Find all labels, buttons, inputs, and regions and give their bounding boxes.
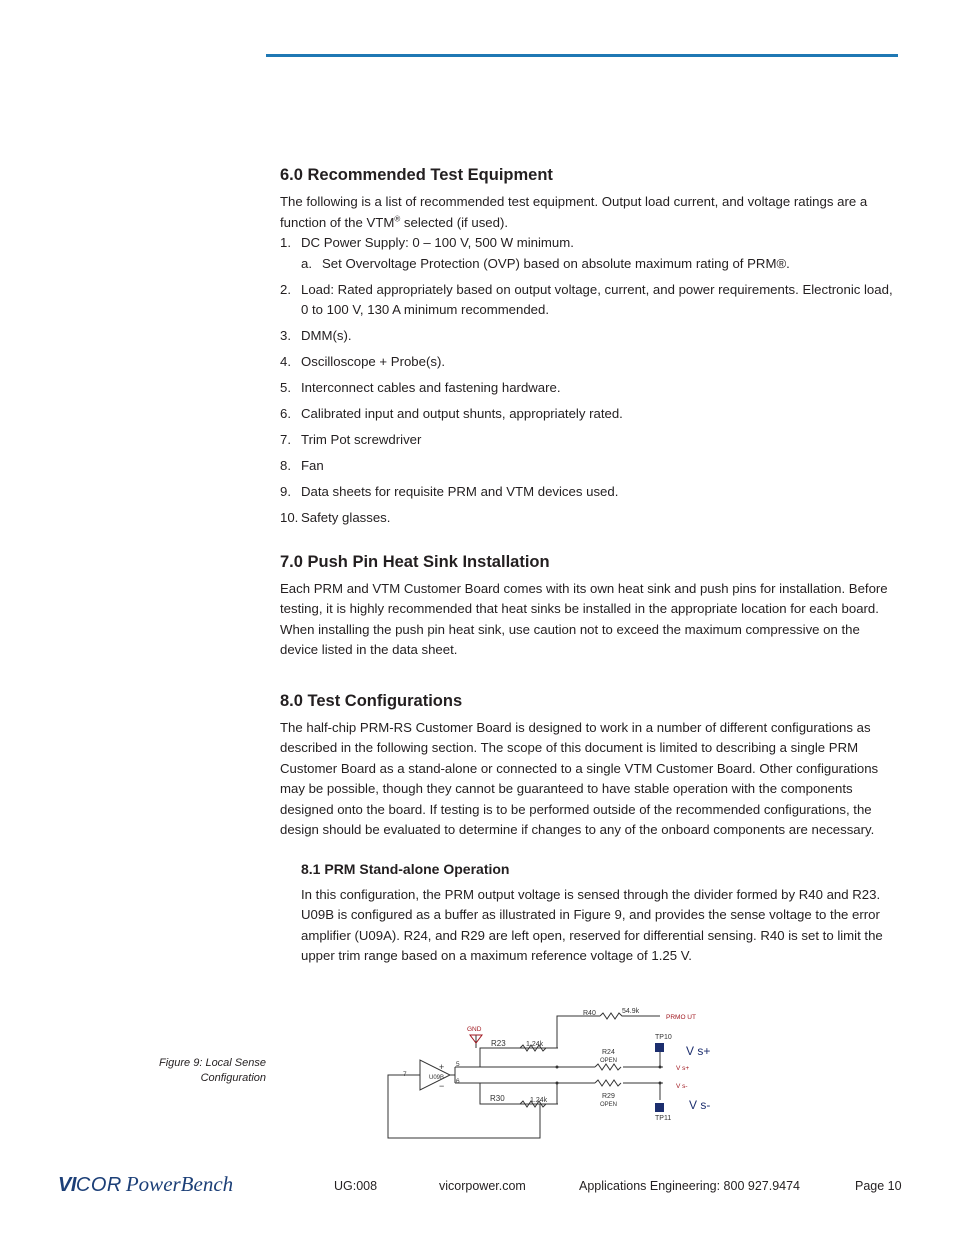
text: selected (if used). [400,214,509,230]
paragraph: In this configuration, the PRM output voltage is sensed through the divider formed by R40 and R23. U09B is configured as a buffer as illustrated in Figure 9, and provides the sense voltage to the error amplifier (U09A). R24, and R29 are left open, reserved for differential sensing. R40 is set to limit the upper trim range based on a maximum reference voltage of 1.25 V. [301,886,883,963]
label-r30: R30 [490,1094,505,1103]
list-text: DMM(s). [301,328,352,343]
label-u09b: U09B [429,1075,445,1081]
list-number: 10. [280,510,299,525]
section-8 [280,690,895,841]
label-pin6: 6 [456,1078,460,1085]
paragraph: Each PRM and VTM Customer Board comes with its own heat sink and push pins for installation. Before testing, it is highly recommended that heat sinks be installed in the appropriate location for each board. When installing the push pin heat sink, use caution not to exceed the maximum compressive on the device listed in the data sheet. [280,580,888,657]
applications-phone: Applications Engineering: 800 927.9474 [579,1179,801,1193]
vicor-powerbench-logo [58,1172,233,1197]
junction [659,1082,662,1085]
label-r24: R24 [602,1049,615,1056]
text: The following is a list of recommended test equipment. Output load current, and voltage ratings are a function of the VTM [280,194,868,230]
label-pin5: 5 [456,1061,460,1068]
list-number: 6. [280,406,291,421]
label-opamp-plus: + [439,1062,445,1072]
superscript: ® [394,214,401,224]
label-vs-plus: V s+ [676,1065,690,1072]
list-item [280,430,895,451]
logo-cor: COR [75,1174,122,1196]
resistor-r24 [595,1064,621,1070]
label-gnd: GND [467,1026,482,1033]
label-pin7: 7 [403,1071,407,1078]
list-number: a. [301,255,312,271]
page-number: Page 10 [855,1179,902,1193]
list-item [280,378,895,399]
list-text: DC Power Supply: 0 – 100 V, 500 W minimum. [301,235,574,250]
header-rule [266,54,898,57]
list-number: 5. [280,380,291,395]
label-vs-minus: V s- [676,1083,688,1090]
local-sense-schematic [380,1000,720,1150]
list-number: 9. [280,484,291,499]
label-vs-minus-large: V s- [689,1098,711,1112]
label-tp10: TP10 [655,1034,672,1041]
paragraph: The half-chip PRM-RS Customer Board is designed to work in a number of different configurations as described in the following section. The scope of this document is limited to describing a single PRM Customer Board as a stand-alone or connected to a single VTM Customer Board. Other configurations may be possible, though they cannot be guaranteed to have stable operation with the components designed onto the board. If testing is to be performed outside of the recommended configurations, the design should be evaluated to determine if changes to any of the onboard components are necessary. [280,719,879,837]
list-item [280,233,895,254]
list-item [280,352,895,373]
label-r23: R23 [491,1039,506,1048]
label-vs-plus-large: V s+ [686,1044,711,1058]
label-r30-value: 1.24k [530,1097,548,1104]
list-text: Oscilloscope + Probe(s). [301,354,446,369]
subsection-heading: 8.1 PRM Stand-alone Operation [301,860,510,877]
label-r29: R29 [602,1093,615,1100]
caption-line: Figure 9: Local Sense [158,1057,266,1069]
list-text: Calibrated input and output shunts, appropriately rated. [301,406,623,421]
list-item [280,254,895,275]
logo-vi: VI [58,1174,76,1196]
test-point-tp10 [655,1043,664,1052]
list-number: 3. [280,328,291,343]
list-number: 1. [280,235,291,250]
junction [556,1082,559,1085]
list-text: Fan [301,458,324,473]
main-content [280,164,895,967]
junction [556,1066,559,1069]
list-text: Data sheets for requisite PRM and VTM devices used. [301,484,619,499]
list-item [280,280,895,321]
list-text: Set Overvoltage Protection (OVP) based on absolute maximum rating of PRM®. [322,255,790,271]
website-link[interactable]: vicorpower.com [439,1179,526,1193]
section-6 [280,164,895,529]
label-r40-value: 54.9k [622,1008,640,1015]
list-text: Safety glasses. [301,510,391,525]
test-point-tp11 [655,1103,664,1112]
opamp-output-wire [450,1067,455,1083]
wire [388,1075,540,1138]
label-prmout: PRMO UT [666,1014,696,1021]
list-number: 2. [280,281,291,297]
list-item [280,508,895,529]
resistor-r29 [595,1080,621,1086]
label-r29-value: OPEN [600,1102,618,1108]
section-7 [280,551,895,661]
list-item [280,404,895,425]
list-item [280,456,895,477]
junction [659,1066,662,1069]
list-text: Interconnect cables and fastening hardware. [301,380,561,395]
label-r24-value: OPEN [600,1058,618,1064]
label-r40: R40 [583,1010,596,1017]
list-item [280,326,895,347]
paragraph [280,192,895,233]
equipment-list [280,233,895,529]
label-opamp-minus: − [439,1081,445,1091]
section-heading: 7.0 Push Pin Heat Sink Installation [280,552,550,571]
document-id: UG:008 [334,1179,378,1193]
list-text: Load: Rated appropriately based on output voltage, current, and power requirements. Electronic load, 0 to 100 V, 130 A minimum recommended. [301,281,893,317]
label-tp11: TP11 [655,1115,672,1122]
label-r23-value: 1.24k [526,1041,544,1048]
page-footer [0,1172,954,1206]
list-number: 4. [280,354,291,369]
figure-caption [130,1056,266,1086]
caption-line: Configuration [200,1072,266,1084]
list-item [280,482,895,503]
list-number: 8. [280,458,291,473]
logo-powerbench: PowerBench [125,1172,234,1196]
section-8-1 [301,859,895,967]
section-heading: 8.0 Test Configurations [280,691,463,710]
list-text: Trim Pot screwdriver [301,432,422,447]
list-number: 7. [280,432,291,447]
section-heading: 6.0 Recommended Test Equipment [280,166,553,184]
